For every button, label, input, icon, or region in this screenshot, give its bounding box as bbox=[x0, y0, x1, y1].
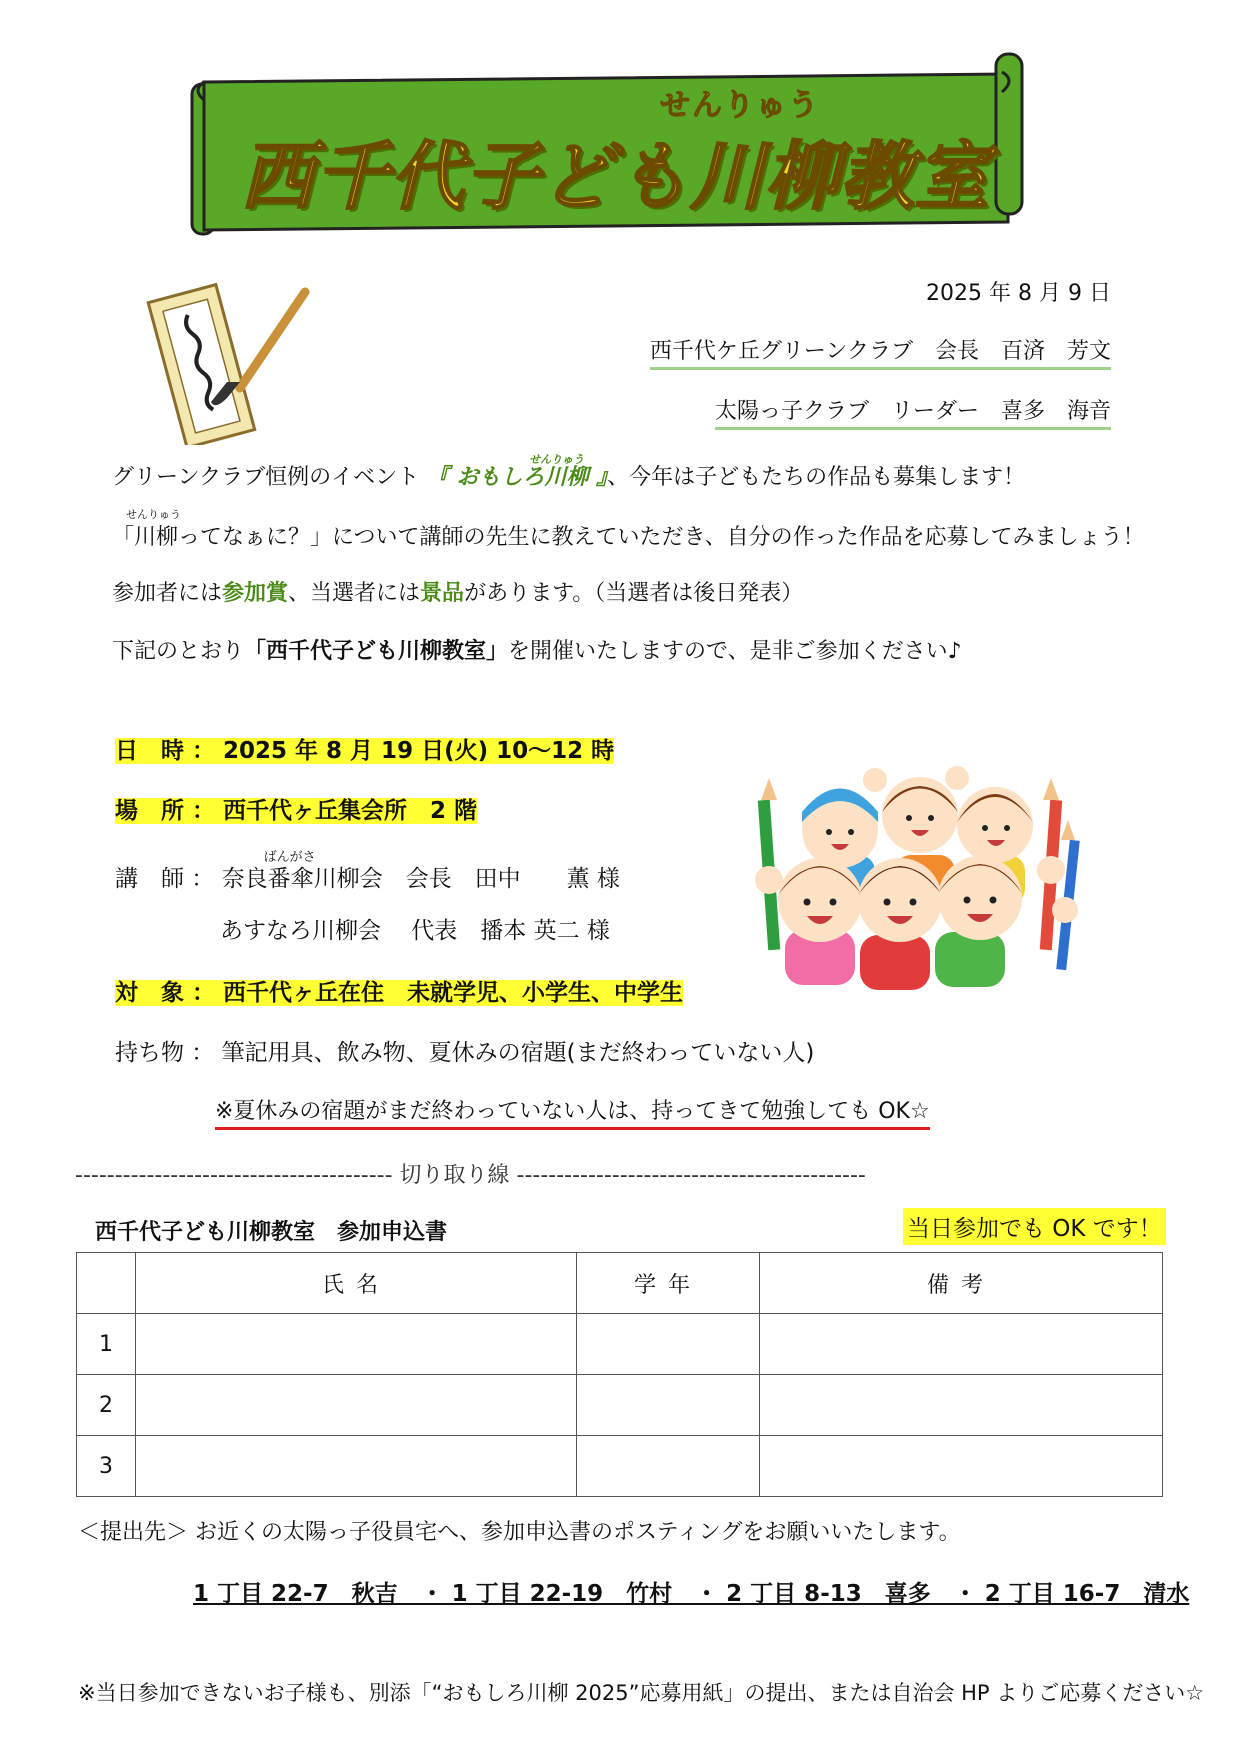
row-number: 1 bbox=[77, 1314, 136, 1375]
event-target: 対 象 ： 西千代ヶ丘在住 未就学児、小学生、中学生 bbox=[115, 980, 684, 1006]
submission-addresses: 1 丁目 22-7 秋吉 ・ 1 丁目 22-19 竹村 ・ 2 丁目 8-13 喜多 ・ 2 丁目 16-7 清水 bbox=[193, 1581, 1190, 1607]
cut-line: ---------------------------------------- 切り取り線 -------------------------------------------- bbox=[75, 1163, 866, 1188]
intro-line-3: 参加者には参加賞、当選者には景品があります。（当選者は後日発表） bbox=[112, 581, 804, 606]
remarks-cell[interactable] bbox=[760, 1436, 1163, 1497]
organizer-2: 太陽っ子クラブ リーダー 喜多 海音 bbox=[715, 394, 1111, 430]
issue-date: 2025 年 8 月 9 日 bbox=[926, 281, 1111, 306]
row-number: 2 bbox=[77, 1375, 136, 1436]
submission-info: ＜提出先＞ お近くの太陽っ子役員宅へ、参加申込書のポスティングをお願いいたします。 bbox=[78, 1520, 961, 1545]
intro-line-2: せんりゅう 「川柳ってなぁに？」について講師の先生に教えていただき、自分の作った作品を応募してみましょう！ bbox=[112, 508, 1145, 550]
name-cell[interactable] bbox=[136, 1375, 577, 1436]
remarks-cell[interactable] bbox=[760, 1375, 1163, 1436]
event-place: 場 所 ： 西千代ヶ丘集会所 2 階 bbox=[115, 798, 478, 824]
same-day-badge: 当日参加でも OK です！ bbox=[903, 1208, 1166, 1245]
title-ruby: せんりゅう bbox=[660, 88, 820, 123]
grade-cell[interactable] bbox=[577, 1436, 760, 1497]
homework-note: ※夏休みの宿題がまだ終わっていない人は、持ってきて勉強しても OK☆ bbox=[215, 1094, 930, 1130]
grade-cell[interactable] bbox=[577, 1375, 760, 1436]
intro-line-1: グリーンクラブ恒例のイベント せんりゅう 『 おもしろ川柳 』、今年は子どもたちの作品も募集します！ bbox=[112, 453, 1026, 490]
organizer-1: 西千代ケ丘グリーンクラブ 会長 百済 芳文 bbox=[650, 334, 1111, 370]
form-title: 西千代子ども川柳教室 参加申込書 bbox=[95, 1220, 448, 1245]
event-lecturer-2: あすなろ川柳会 代表 播本 英二 様 bbox=[220, 918, 610, 944]
name-cell[interactable] bbox=[136, 1314, 577, 1375]
remarks-cell[interactable] bbox=[760, 1314, 1163, 1375]
intro-line-4: 下記のとおり「西千代子ども川柳教室」を開催いたしますので、是非ご参加ください♪ bbox=[112, 639, 962, 664]
application-table bbox=[76, 1252, 1163, 1497]
table-row bbox=[77, 1314, 1163, 1375]
column-name: 氏名 bbox=[136, 1253, 577, 1314]
column-grade: 学年 bbox=[577, 1253, 760, 1314]
event-lecturer: 講 師 ： ばんがさ 奈良番傘川柳会 会長 田中 薫 様 bbox=[115, 850, 620, 892]
children-illustration bbox=[745, 760, 1085, 1000]
calligraphy-scroll-icon bbox=[145, 270, 315, 445]
footer-note: ※当日参加できないお子様も、別添「“おもしろ川柳 2025”応募用紙」の提出、または自治会 HP よりご応募ください☆ bbox=[78, 1681, 1205, 1705]
row-number: 3 bbox=[77, 1436, 136, 1497]
table-row bbox=[77, 1375, 1163, 1436]
event-items: 持ち物 ： 筆記用具、飲み物、夏休みの宿題(まだ終わっていない人) bbox=[115, 1040, 815, 1066]
page-title: 西千代子ども川柳教室 bbox=[240, 134, 990, 220]
grade-cell[interactable] bbox=[577, 1314, 760, 1375]
event-datetime: 日 時 ： 2025 年 8 月 19 日(火) 10～12 時 bbox=[115, 738, 615, 764]
table-row bbox=[77, 1436, 1163, 1497]
column-remarks: 備考 bbox=[760, 1253, 1163, 1314]
name-cell[interactable] bbox=[136, 1436, 577, 1497]
table-header-row bbox=[77, 1253, 1163, 1314]
